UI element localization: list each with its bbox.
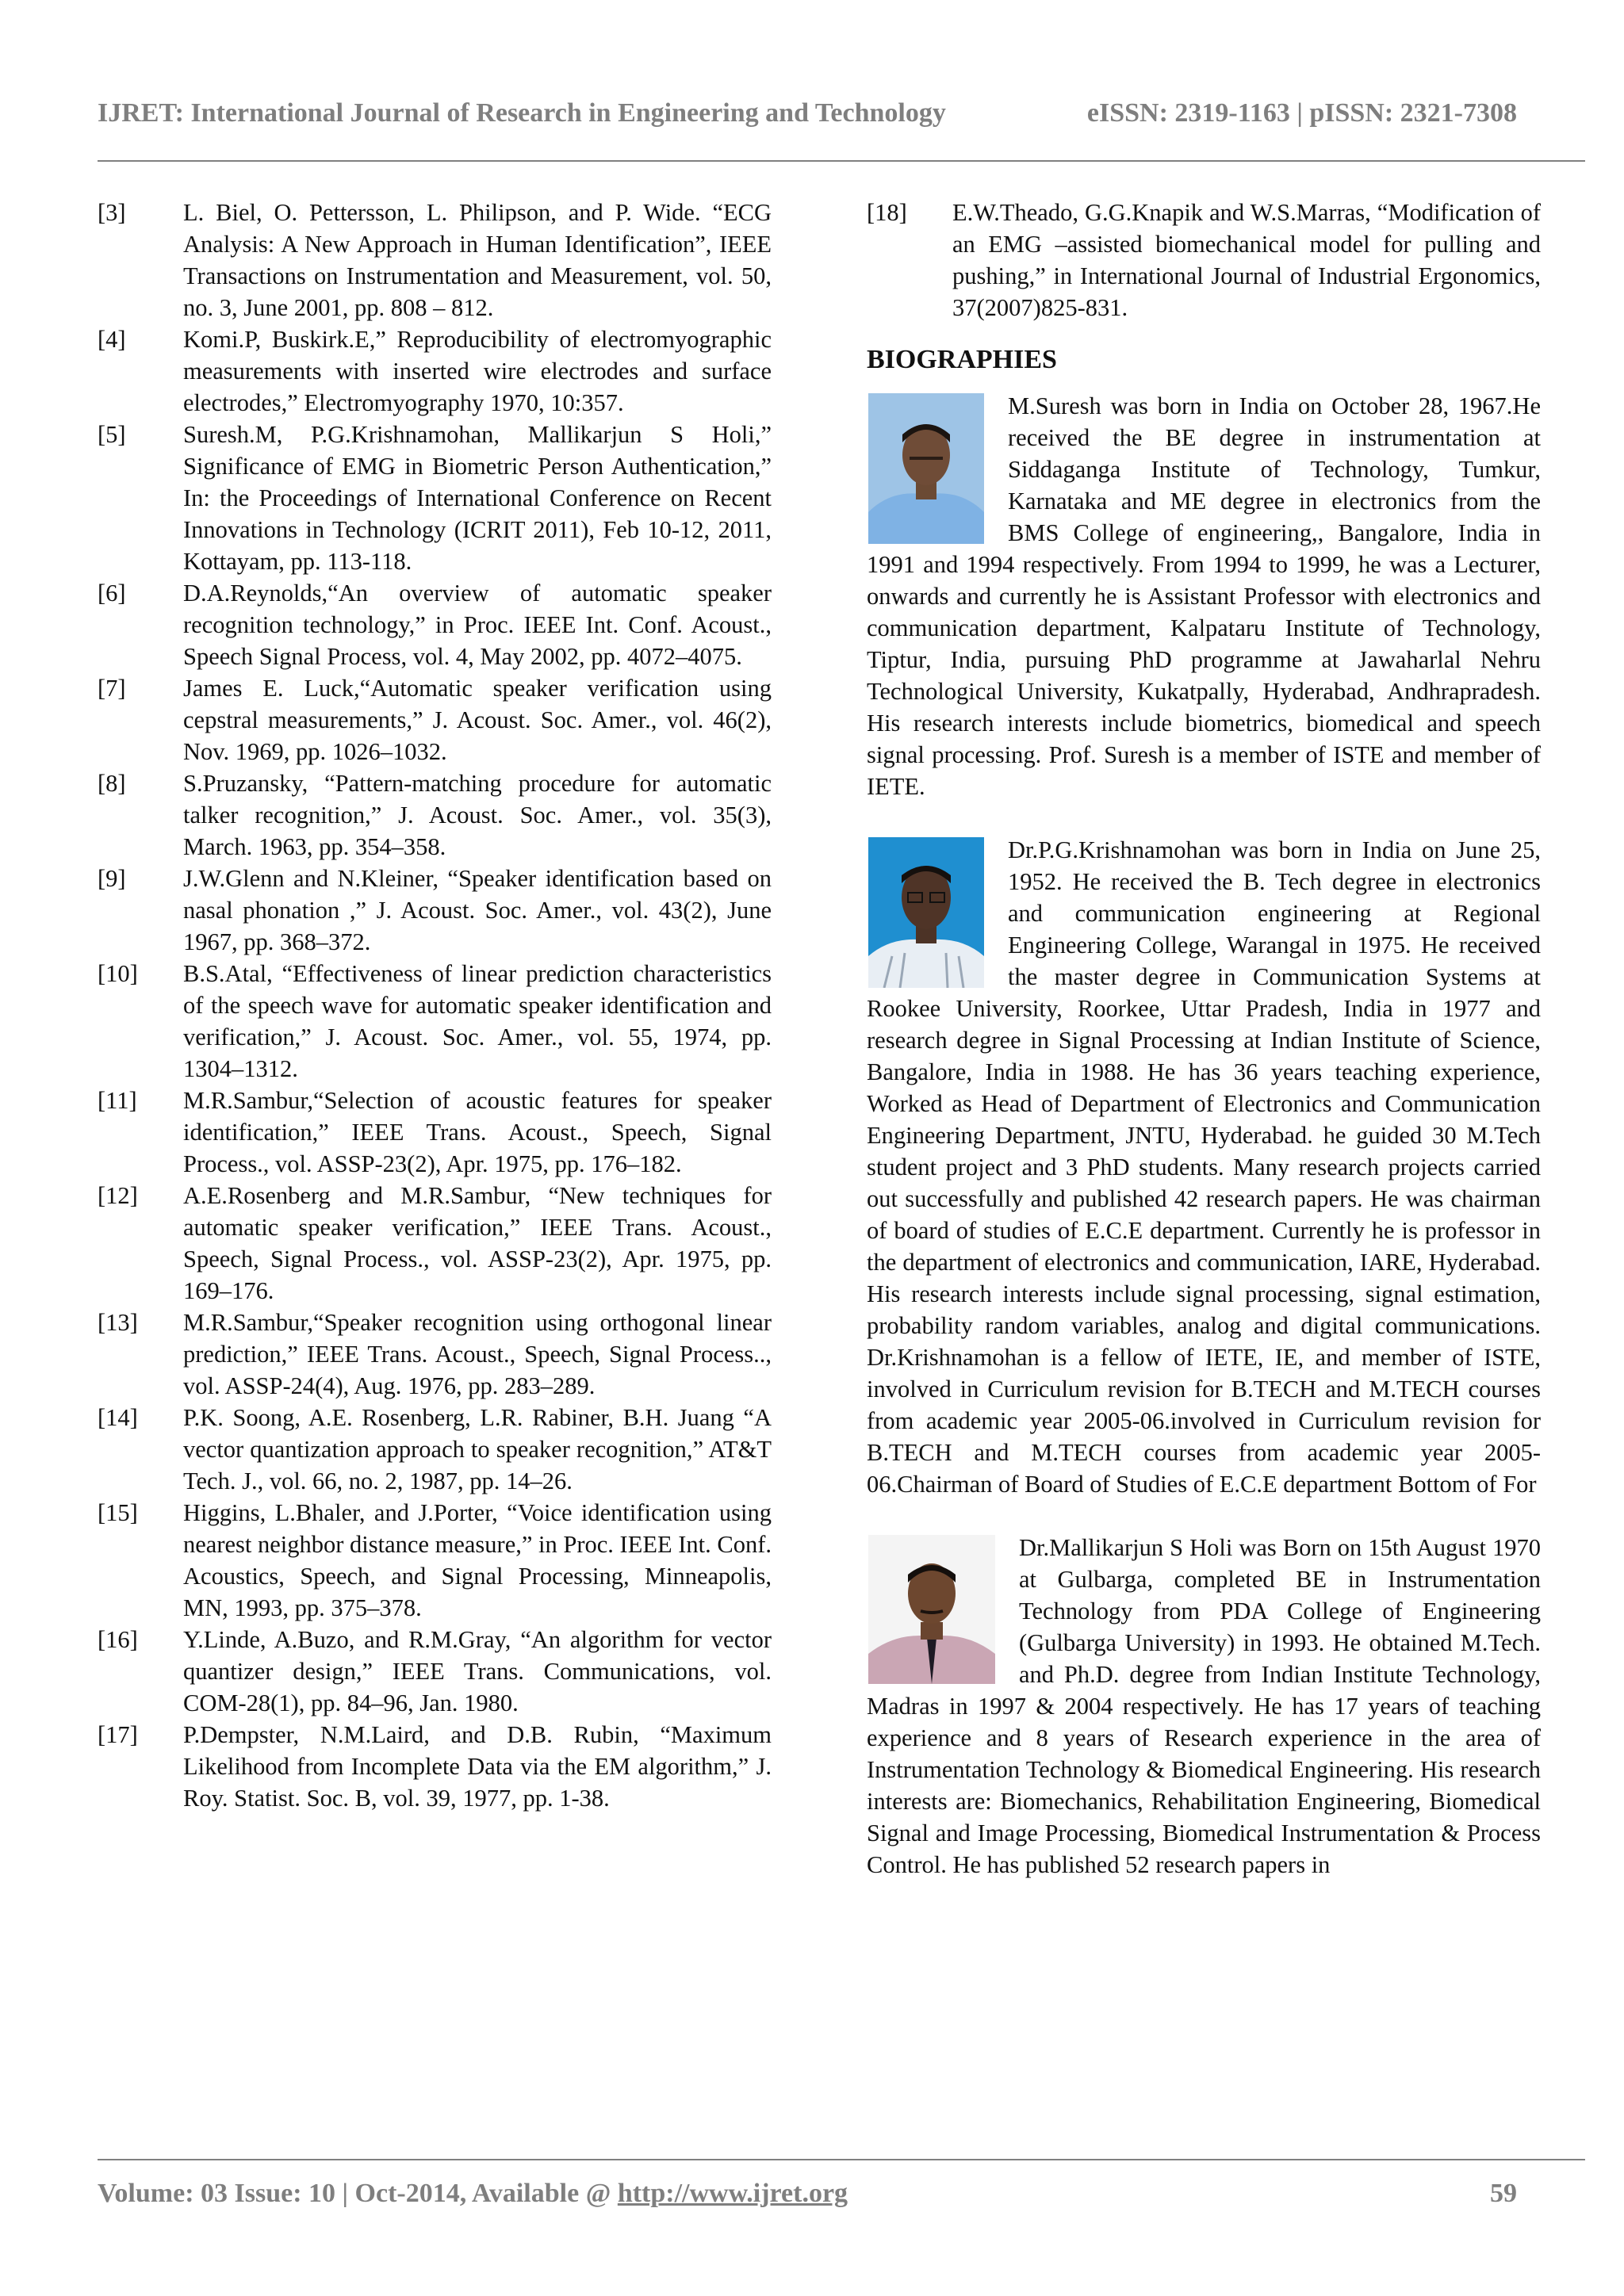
reference-text: James E. Luck,“Automatic speaker verification using cepstral measurements,” J. Acoust. Soc. Amer., vol. 46(2), Nov. 1969, pp. 1026–1032.: [183, 675, 772, 765]
reference-text: B.S.Atal, “Effectiveness of linear prediction characteristics of the speech wave for automatic speaker identification and verification,” J. Acoust. Soc. Amer., vol. 55, 1974, pp. 1304–1312.: [183, 960, 772, 1082]
reference-text: S.Pruzansky, “Pattern-matching procedure for automatic talker recognition,” J. Acoust. Soc. Amer., vol. 35(3), March. 1963, pp. 354–358.: [183, 770, 772, 860]
page-number: 59: [1490, 2179, 1517, 2208]
reference-item: [867, 197, 1541, 323]
reference-text: M.R.Sambur,“Speaker recognition using orthogonal linear prediction,” IEEE Trans. Acoust., Speech, Signal Process.., vol. ASSP-24(4), Aug. 1976, pp. 283–289.: [183, 1309, 772, 1399]
biography-text: Dr.P.G.Krishnamohan was born in India on June 25, 1952. He received the B. Tech degree in electronics and communication engineering at Regional Engineering College, Warangal in 1975. He received the master degree in Communication Systems at Rookee University, Roorkee, Uttar Pradesh, India in 1977 and research degree in Signal Processing at Indian Institute of Science, Bangalore, India in 1988. He has 36 years teaching experience, Worked as Head of Department of Electronics and Communication Engineering Department, JNTU, Hyderabad. he guided 30 M.Tech student project and 3 PhD students. Many research projects carried out successfully and published 42 research papers. He was chairman of board of studies of E.C.E department. Currently he is professor in the department of electronics and communication, IARE, Hyderabad. His research interests include signal processing, signal estimation, probability random variables, analog and digital communications. Dr.Krishnamohan is a fellow of IETE, IE, and member of ISTE, involved in Curriculum revision for B.TECH and M.TECH courses from academic year 2005-06.involved in Curriculum revision for B.TECH and M.TECH courses from academic year 2005-06.Chairman of Board of Studies of E.C.E department Bottom of For: [867, 836, 1541, 1498]
right-column: [867, 197, 1541, 1881]
reference-text: L. Biel, O. Pettersson, L. Philipson, and P. Wide. “ECG Analysis: A New Approach in Human Identification”, IEEE Transactions on Instrumentation and Measurement, vol. 50, no. 3, June 2001, pp. 808 – 812.: [183, 199, 772, 321]
footer-volume: [98, 2179, 848, 2209]
author-photo: [868, 393, 984, 544]
reference-item: [98, 1402, 772, 1497]
issn-line: eISSN: 2319-1163 | pISSN: 2321-7308: [1086, 98, 1517, 128]
reference-text: Komi.P, Buskirk.E,” Reproducibility of electromyographic measurements with inserted wire electrodes and surface electrodes,” Electromyography 1970, 10:357.: [183, 326, 772, 416]
reference-number: [9]: [98, 865, 126, 892]
biographies-heading: BIOGRAPHIES: [867, 345, 1057, 374]
reference-number: [17]: [98, 1721, 138, 1748]
reference-item: [98, 577, 772, 672]
reference-item: [98, 1497, 772, 1624]
reference-item: [98, 767, 772, 863]
biography: [867, 834, 1541, 1500]
reference-item: [98, 1085, 772, 1180]
reference-text: Suresh.M, P.G.Krishnamohan, Mallikarjun S Holi,” Significance of EMG in Biometric Person Authentication,” In: the Proceedings of International Conference on Recent Innovations in Technology (ICRIT 2011), Feb 10-12, 2011, Kottayam, pp. 113-118.: [183, 421, 772, 575]
biography: [867, 390, 1541, 802]
reference-text: D.A.Reynolds,“An overview of automatic speaker recognition technology,” in Proc. IEEE Int. Conf. Acoust., Speech Signal Process, vol. 4, May 2002, pp. 4072–4075.: [183, 580, 772, 670]
author-photo: [868, 1535, 995, 1684]
reference-number: [18]: [867, 199, 907, 226]
reference-text: Y.Linde, A.Buzo, and R.M.Gray, “An algorithm for vector quantizer design,” IEEE Trans. Communications, vol. COM-28(1), pp. 84–96, Jan. 1980.: [183, 1626, 772, 1716]
biography-text: M.Suresh was born in India on October 28, 1967.He received the BE degree in instrumentation at Siddaganga Institute of Technology, Tumkur, Karnataka and ME degree in electronics from the BMS College of engineering,, Bangalore, India in 1991 and 1994 respectively. From 1994 to 1999, he was a Lecturer, onwards and currently he is Assistant Professor with electronics and communication department, Kalpataru Institute of Technology, Tiptur, India, pursuing PhD programme at Jawaharlal Nehru Technological University, Kukatpally, Hyderabad, Andhrapradesh. His research interests include biometrics, biomedical and speech signal processing. Prof. Suresh is a member of ISTE and member of IETE.: [867, 392, 1541, 800]
reference-text: P.K. Soong, A.E. Rosenberg, L.R. Rabiner, B.H. Juang “A vector quantization approach to speaker recognition,” AT&T Tech. J., vol. 66, no. 2, 1987, pp. 14–26.: [183, 1404, 772, 1494]
reference-text: Higgins, L.Bhaler, and J.Porter, “Voice identification using nearest neighbor distance measure,” in Proc. IEEE Int. Conf. Acoustics, Speech, and Signal Processing, Minneapolis, MN, 1993, pp. 375–378.: [183, 1499, 772, 1621]
reference-number: [12]: [98, 1182, 138, 1209]
reference-item: [98, 197, 772, 323]
reference-number: [13]: [98, 1309, 138, 1336]
reference-number: [15]: [98, 1499, 138, 1526]
reference-number: [11]: [98, 1087, 137, 1114]
biography-text: Dr.Mallikarjun S Holi was Born on 15th August 1970 at Gulbarga, completed BE in Instrumentation Technology from PDA College of Engineering (Gulbarga University) in 1993. He obtained M.Tech. and Ph.D. degree from Indian Institute Technology, Madras in 1997 & 2004 respectively. He has 17 years of teaching experience and 8 years of Research experience in the area of Instrumentation Technology & Biomedical Engineering. His research interests are: Biomechanics, Rehabilitation Engineering, Biomedical Signal and Image Processing, Biomedical Instrumentation & Process Control. He has published 52 research papers in: [867, 1534, 1541, 1878]
reference-number: [5]: [98, 421, 126, 448]
reference-item: [98, 958, 772, 1085]
reference-text: A.E.Rosenberg and M.R.Sambur, “New techniques for automatic speaker verification,” IEEE Trans. Acoust., Speech, Signal Process., vol. ASSP-23(2), Apr. 1975, pp. 169–176.: [183, 1182, 772, 1304]
footer-rule: [98, 2159, 1585, 2160]
reference-number: [4]: [98, 326, 126, 353]
reference-item: [98, 863, 772, 958]
reference-number: [10]: [98, 960, 138, 987]
running-header: [98, 98, 1517, 130]
reference-number: [6]: [98, 580, 126, 607]
journal-link[interactable]: http://www.ijret.org: [617, 2179, 848, 2208]
reference-item: [98, 1624, 772, 1719]
reference-number: [3]: [98, 199, 126, 226]
biography: [867, 1532, 1541, 1881]
reference-text: P.Dempster, N.M.Laird, and D.B. Rubin, “Maximum Likelihood from Incomplete Data via the EM algorithm,” J. Roy. Statist. Soc. B, vol. 39, 1977, pp. 1-38.: [183, 1721, 772, 1812]
reference-item: [98, 323, 772, 419]
reference-text: E.W.Theado, G.G.Knapik and W.S.Marras, “Modification of an EMG –assisted biomechanical model for pulling and pushing,” in International Journal of Industrial Ergonomics, 37(2007)825-831.: [952, 199, 1541, 321]
author-photo: [868, 837, 984, 988]
header-rule: [98, 160, 1585, 162]
reference-number: [14]: [98, 1404, 138, 1431]
reference-text: J.W.Glenn and N.Kleiner, “Speaker identification based on nasal phonation ,” J. Acoust. Soc. Amer., vol. 43(2), June 1967, pp. 368–372.: [183, 865, 772, 955]
reference-item: [98, 419, 772, 577]
reference-item: [98, 672, 772, 767]
reference-number: [8]: [98, 770, 126, 797]
reference-item: [98, 1719, 772, 1814]
reference-item: [98, 1180, 772, 1307]
reference-number: [16]: [98, 1626, 138, 1653]
references-column-left: [98, 197, 772, 1814]
volume-text: Volume: 03 Issue: 10 | Oct-2014, Available @: [98, 2179, 618, 2208]
reference-item: [98, 1307, 772, 1402]
journal-title: IJRET: International Journal of Research in Engineering and Technology: [98, 98, 946, 128]
reference-text: M.R.Sambur,“Selection of acoustic features for speaker identification,” IEEE Trans. Acoust., Speech, Signal Process., vol. ASSP-23(2), Apr. 1975, pp. 176–182.: [183, 1087, 772, 1177]
running-footer: [98, 2179, 1517, 2210]
reference-number: [7]: [98, 675, 126, 702]
